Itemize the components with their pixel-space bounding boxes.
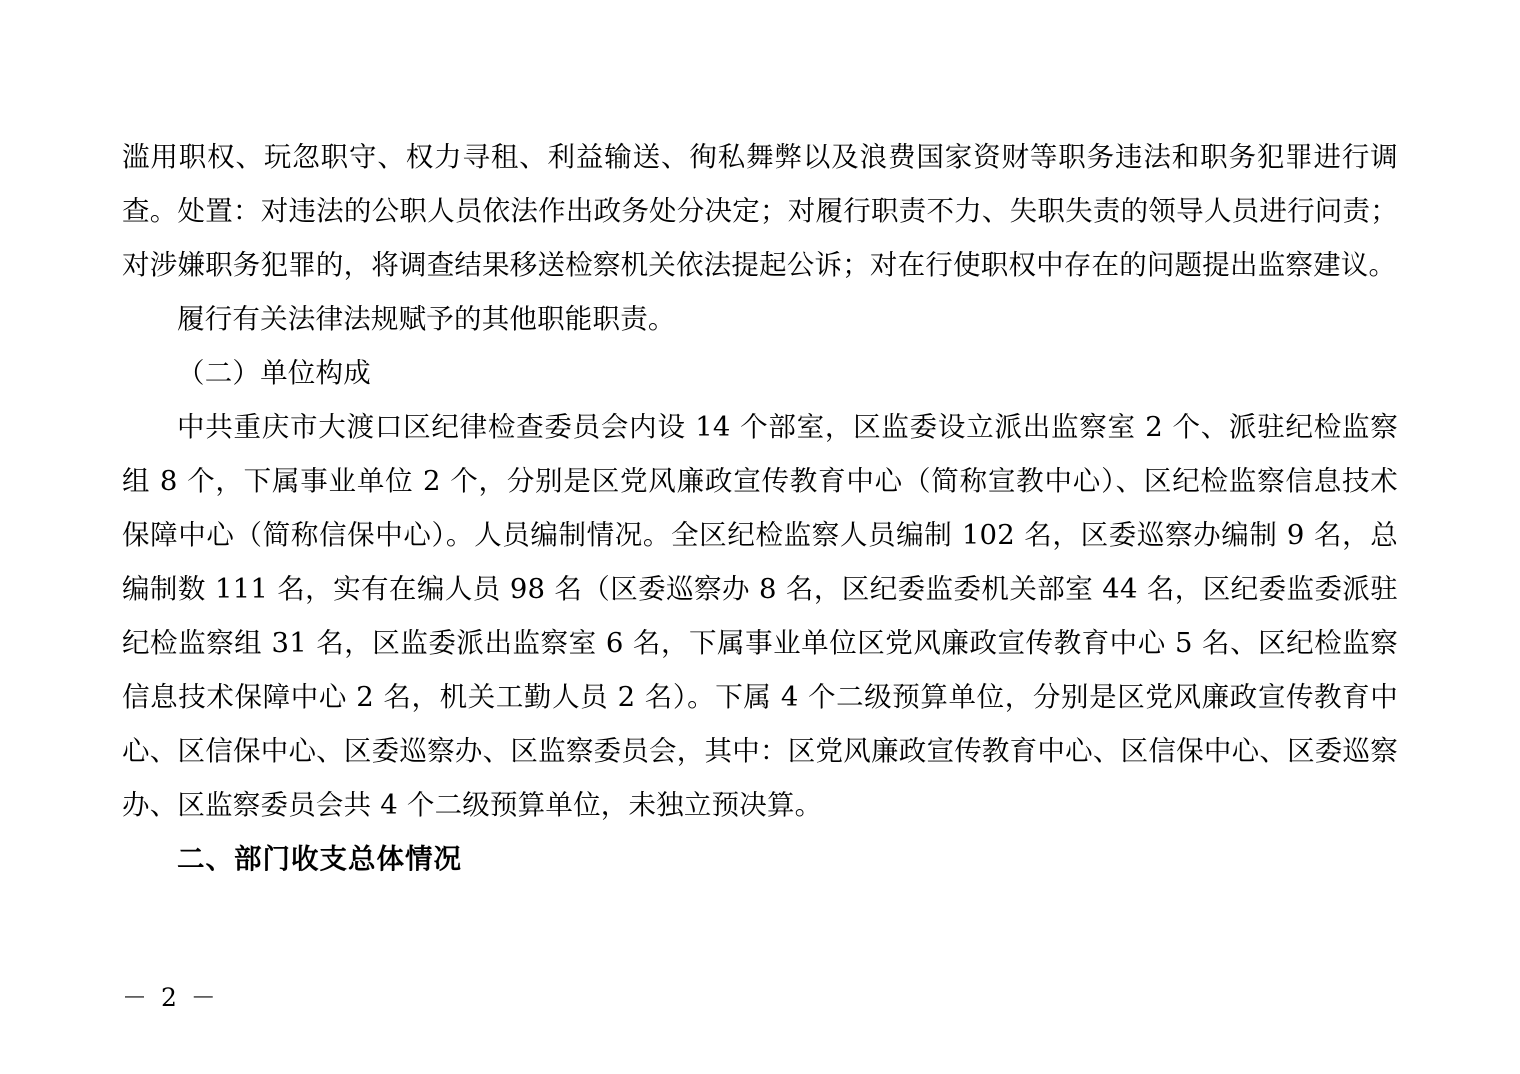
paragraph-other-duties: 履行有关法律法规赋予的其他职能职责。 [177, 303, 676, 335]
page-number: － 2 － [122, 983, 219, 1012]
heading-section-two: 二、部门收支总体情况 [177, 843, 462, 875]
paragraph-section-two-title: （二）单位构成 [177, 357, 371, 389]
paragraph-unit-composition: 中共重庆市大渡口区纪律检查委员会内设 14 个部室，区监委设立派出监察室 2 个、派驻纪检监察组 8 个，下属事业单位 2 个，分别是区党风廉政宣传教育中心（简称宣教中心）、区纪检监察信息技术保障中心（简称信保中心）。人员编制情况。全区纪检监察人员编制 102 名，区委巡察办编制 9 名，总编制数 111 名，实有在编人员 98 名（区委巡察办 8 名，区纪委监委机关部室 44 名，区纪委监委派驻纪检监察组 31 名，区监委派出监察室 6 名，下属事业单位区党风廉政宣传教育中心 5 名、区纪检监察信息技术保障中心 2 名，机关工勤人员 2 名）。下属 4 个二级预算单位，分别是区党风廉政宣传教育中心、区信保中心、区委巡察办、区监察委员会，其中：区党风廉政宣传教育中心、区信保中心、区委巡察办、区监察委员会共 4 个二级预算单位，未独立预决算。 [122, 411, 1398, 821]
paragraph-duties-investigation: 滥用职权、玩忽职守、权力寻租、利益输送、徇私舞弊以及浪费国家资财等职务违法和职务犯罪进行调查。处置：对违法的公职人员依法作出政务处分决定；对履行职责不力、失职失责的领导人员进行问责；对涉嫌职务犯罪的，将调查结果移送检察机关依法提起公诉；对在行使职权中存在的问题提出监察建议。 [122, 141, 1398, 281]
